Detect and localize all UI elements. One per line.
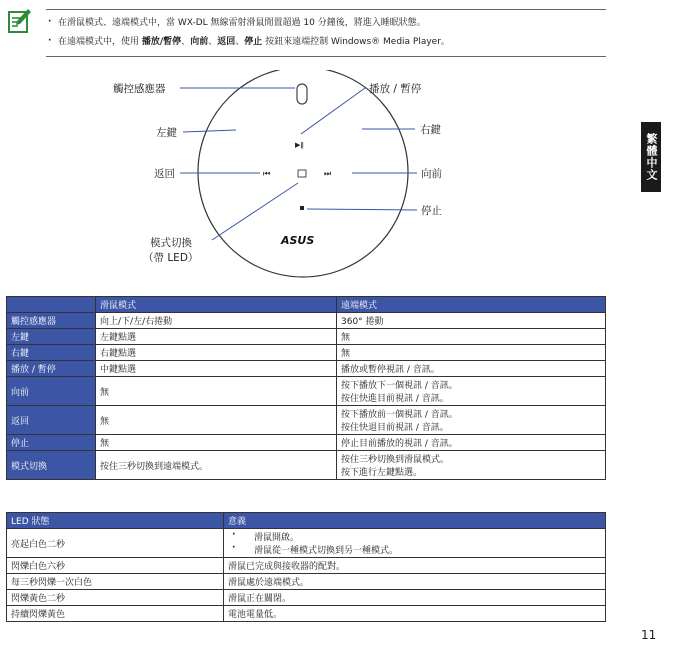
table-header-row bbox=[7, 513, 606, 529]
note-item: · 在遠端模式中，使用 播放/暫停、向前、返回、停止 按鈕來遠端控制 Windows® Media Player。 bbox=[46, 36, 606, 48]
mode-switch-icon bbox=[298, 170, 306, 177]
table-header: 滑鼠模式 bbox=[96, 297, 337, 313]
table-row: 左鍵 左鍵點選 無 bbox=[7, 329, 606, 345]
table-row: 右鍵 右鍵點選 無 bbox=[7, 345, 606, 361]
label-forward: 向前 bbox=[421, 168, 442, 180]
note-item: · 在滑鼠模式、遠端模式中，當 WX-DL 無線雷射滑鼠閒置超過 10 分鐘後，將進入睡眠狀態。 bbox=[46, 17, 606, 29]
label-mode-switch-led: （帶 LED） bbox=[143, 252, 199, 264]
table-row: 閃爍黃色二秒 滑鼠正在關閉。 bbox=[7, 590, 606, 606]
table-header bbox=[7, 297, 96, 313]
notes-section bbox=[46, 5, 606, 57]
language-tab: 繁體中文 bbox=[641, 122, 661, 192]
previous-icon: ⏮ bbox=[263, 169, 271, 178]
table-row: 停止 無 停止目前播放的視訊 / 音訊。 bbox=[7, 435, 606, 451]
label-back: 返回 bbox=[154, 168, 175, 180]
touch-sensor-shape bbox=[297, 84, 307, 104]
asus-logo: ASUS bbox=[281, 234, 315, 247]
label-touch-sensor: 觸控感應器 bbox=[113, 83, 166, 95]
label-play-pause: 播放 / 暫停 bbox=[369, 83, 422, 95]
table-header: 遠端模式 bbox=[337, 297, 606, 313]
table-row: 播放 / 暫停 中鍵點選 播放或暫停視訊 / 音訊。 bbox=[7, 361, 606, 377]
table-row: 返回 無 按下播放前一個視訊 / 音訊。 按住快退目前視訊 / 音訊。 bbox=[7, 406, 606, 435]
label-right-click: 右鍵 bbox=[420, 124, 441, 136]
mouse-diagram bbox=[0, 70, 679, 280]
label-left-click: 左鍵 bbox=[156, 127, 177, 139]
note-pencil-icon bbox=[8, 8, 32, 34]
table-row: 每三秒閃爍一次白色 滑鼠處於遠端模式。 bbox=[7, 574, 606, 590]
table-row: 觸控感應器 向上/下/左/右捲動 360° 捲動 bbox=[7, 313, 606, 329]
label-mode-switch: 模式切換 bbox=[150, 237, 192, 249]
table-row: 模式切換 按住三秒切換到遠端模式。 按住三秒切換到滑鼠模式。 按下進行左鍵點選。 bbox=[7, 451, 606, 480]
mouse-illustration bbox=[0, 70, 679, 280]
table-row: 亮起白色二秒 · 滑鼠開啟。 · 滑鼠從一種模式切換到另一種模式。 bbox=[7, 529, 606, 558]
table-row: 持續閃爍黃色 電池電量低。 bbox=[7, 606, 606, 622]
label-stop: 停止 bbox=[421, 205, 442, 217]
table-header-row bbox=[7, 297, 606, 313]
table-row: 向前 無 按下播放下一個視訊 / 音訊。 按住快進目前視訊 / 音訊。 bbox=[7, 377, 606, 406]
button-function-table bbox=[6, 296, 606, 480]
play-pause-icon: ▶ǁ bbox=[295, 141, 304, 149]
table-row: 閃爍白色六秒 滑鼠已完成與接收器的配對。 bbox=[7, 558, 606, 574]
table-header: LED 狀態 bbox=[7, 513, 224, 529]
next-icon: ⏭ bbox=[324, 169, 332, 178]
page-number: 11 bbox=[641, 628, 657, 642]
divider bbox=[46, 56, 606, 57]
divider bbox=[46, 9, 606, 10]
led-status-table bbox=[6, 512, 606, 622]
table-header: 意義 bbox=[224, 513, 606, 529]
stop-icon bbox=[300, 206, 304, 210]
